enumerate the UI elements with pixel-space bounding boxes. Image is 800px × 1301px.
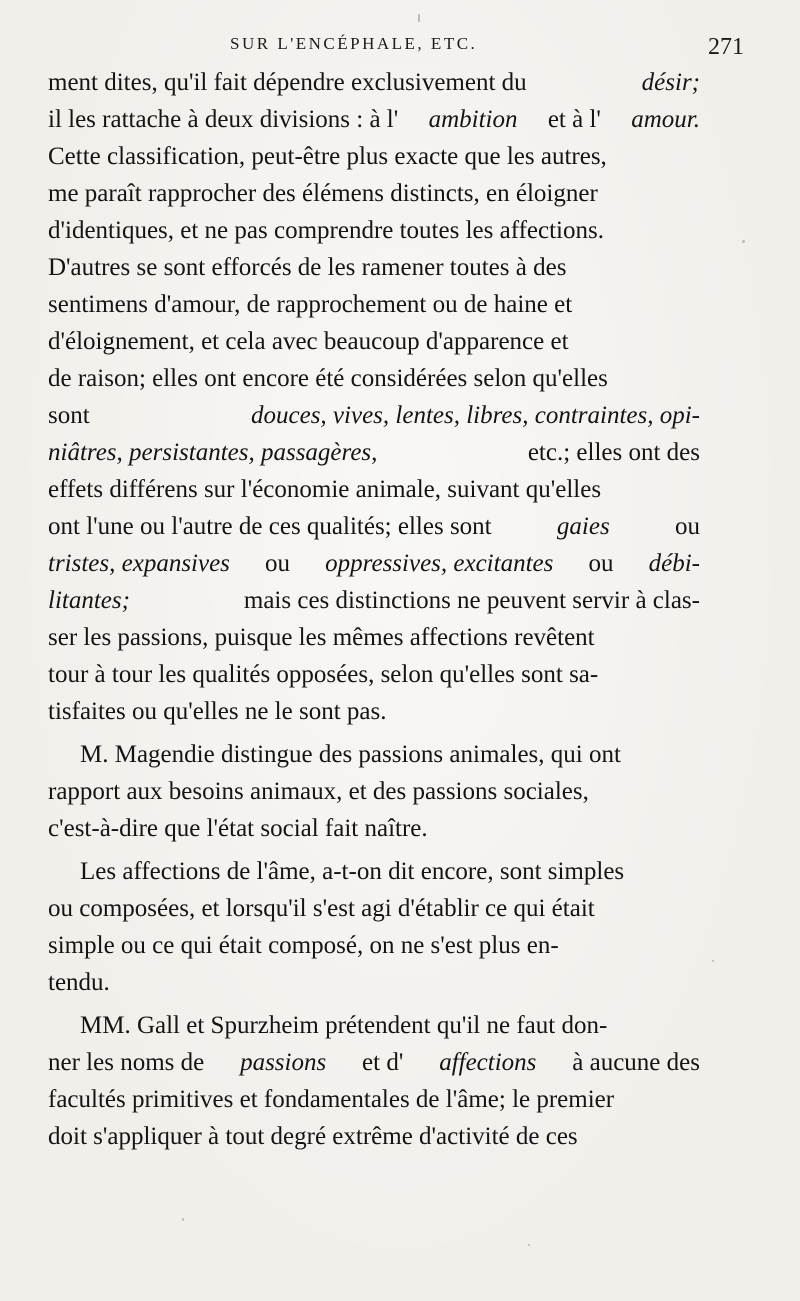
italic-text: ambition	[428, 106, 518, 133]
text-segment: d'identiques, et ne pas comprendre toutes les affections.	[48, 217, 604, 244]
paper-speck	[182, 1218, 184, 1221]
text-segment: ment dites, qu'il fait dépendre exclusivement du	[48, 69, 527, 96]
text-segment: facultés primitives et fondamentales de l'âme; le premier	[48, 1086, 615, 1113]
text-line	[48, 736, 700, 773]
paragraph	[48, 853, 700, 1001]
text-segment: ou composées, et lorsqu'il s'est agi d'établir ce qui était	[48, 895, 595, 922]
text-segment: et d'	[362, 1049, 404, 1076]
text-line	[48, 1044, 700, 1081]
text-segment: D'autres se sont efforcés de les ramener toutes à des	[48, 254, 567, 281]
text-segment: c'est-à-dire que l'état social fait naître.	[48, 815, 428, 842]
paper-speck	[712, 960, 714, 962]
italic-text: passions	[240, 1049, 327, 1076]
text-line	[48, 545, 700, 582]
text-segment: effets différens sur l'économie animale, suivant qu'elles	[48, 476, 602, 503]
text-line	[48, 1118, 700, 1155]
text-segment: ou	[588, 550, 614, 577]
text-line	[48, 693, 700, 730]
text-segment: de raison; elles ont encore été considérées selon qu'elles	[48, 365, 608, 392]
italic-text: amour.	[631, 106, 700, 133]
text-segment: sont	[48, 402, 90, 429]
italic-text: niâtres, persistantes, passagères,	[48, 439, 378, 466]
text-line	[48, 890, 700, 927]
text-line	[48, 810, 700, 847]
text-segment: ner les noms de	[48, 1049, 205, 1076]
text-segment: simple ou ce qui était composé, on ne s'est plus en-	[48, 932, 559, 959]
text-line	[48, 360, 700, 397]
text-segment: sentimens d'amour, de rapprochement ou de haine et	[48, 291, 573, 318]
text-line	[48, 249, 700, 286]
text-line	[48, 138, 700, 175]
text-segment: d'éloignement, et cela avec beaucoup d'apparence et	[48, 328, 569, 355]
paper-speck	[418, 14, 420, 22]
text-line	[48, 927, 700, 964]
text-line	[48, 434, 700, 471]
text-segment: ou	[265, 550, 291, 577]
text-line	[48, 286, 700, 323]
text-segment: rapport aux besoins animaux, et des passions sociales,	[48, 778, 589, 805]
italic-text: désir;	[641, 69, 700, 96]
italic-text: affections	[439, 1049, 537, 1076]
text-line	[48, 64, 700, 101]
text-line	[48, 471, 700, 508]
text-segment: mais ces distinctions ne peuvent servir à clas-	[243, 587, 700, 614]
text-segment: M. Magendie distingue des passions animales, qui ont	[80, 741, 621, 768]
text-segment: Cette classification, peut-être plus exacte que les autres,	[48, 143, 607, 170]
text-segment: tisfaites ou qu'elles ne le sont pas.	[48, 698, 387, 725]
text-line	[48, 508, 700, 545]
text-segment: Les affections de l'âme, a-t-on dit encore, sont simples	[80, 858, 625, 885]
text-segment: etc.; elles ont des	[527, 439, 700, 466]
page-header	[50, 28, 750, 62]
text-line	[48, 397, 700, 434]
body-text	[48, 64, 700, 1155]
italic-text: oppressives, excitantes	[325, 550, 554, 577]
text-segment: tendu.	[48, 969, 110, 996]
text-line	[48, 1007, 700, 1044]
paragraph	[48, 736, 700, 847]
text-segment: doit s'appliquer à tout degré extrême d'activité de ces	[48, 1123, 578, 1150]
italic-text: tristes, expansives	[48, 550, 230, 577]
text-line	[48, 1081, 700, 1118]
italic-text: gaies	[556, 513, 610, 540]
text-segment: ont l'une ou l'autre de ces qualités; elles sont	[48, 513, 492, 540]
text-line	[48, 656, 700, 693]
text-line	[48, 964, 700, 1001]
text-segment: me paraît rapprocher des élémens distincts, en éloigner	[48, 180, 598, 207]
running-head: SUR L'ENCÉPHALE, ETC.	[230, 34, 478, 53]
paper-speck	[528, 1244, 530, 1246]
text-line	[48, 773, 700, 810]
text-line	[48, 101, 700, 138]
paper-speck	[742, 240, 745, 243]
text-line	[48, 853, 700, 890]
paragraph	[48, 1007, 700, 1155]
text-segment: et à l'	[547, 106, 601, 133]
text-segment: ser les passions, puisque les mêmes affections revêtent	[48, 624, 595, 651]
paragraph	[48, 64, 700, 730]
page-number: 271	[708, 34, 744, 60]
text-line	[48, 212, 700, 249]
text-segment: il les rattache à deux divisions : à l'	[48, 106, 399, 133]
italic-text: douces, vives, lentes, libres, contraintes, opi-	[251, 402, 700, 429]
text-line	[48, 175, 700, 212]
text-segment: ou	[675, 513, 700, 540]
text-line	[48, 582, 700, 619]
text-line	[48, 619, 700, 656]
italic-text: débi-	[648, 550, 700, 577]
text-segment: tour à tour les qualités opposées, selon qu'elles sont sa-	[48, 661, 599, 688]
text-segment: à aucune des	[572, 1049, 700, 1076]
text-line	[48, 323, 700, 360]
italic-text: litantes;	[48, 587, 130, 614]
text-segment: MM. Gall et Spurzheim prétendent qu'il ne faut don-	[80, 1012, 608, 1039]
